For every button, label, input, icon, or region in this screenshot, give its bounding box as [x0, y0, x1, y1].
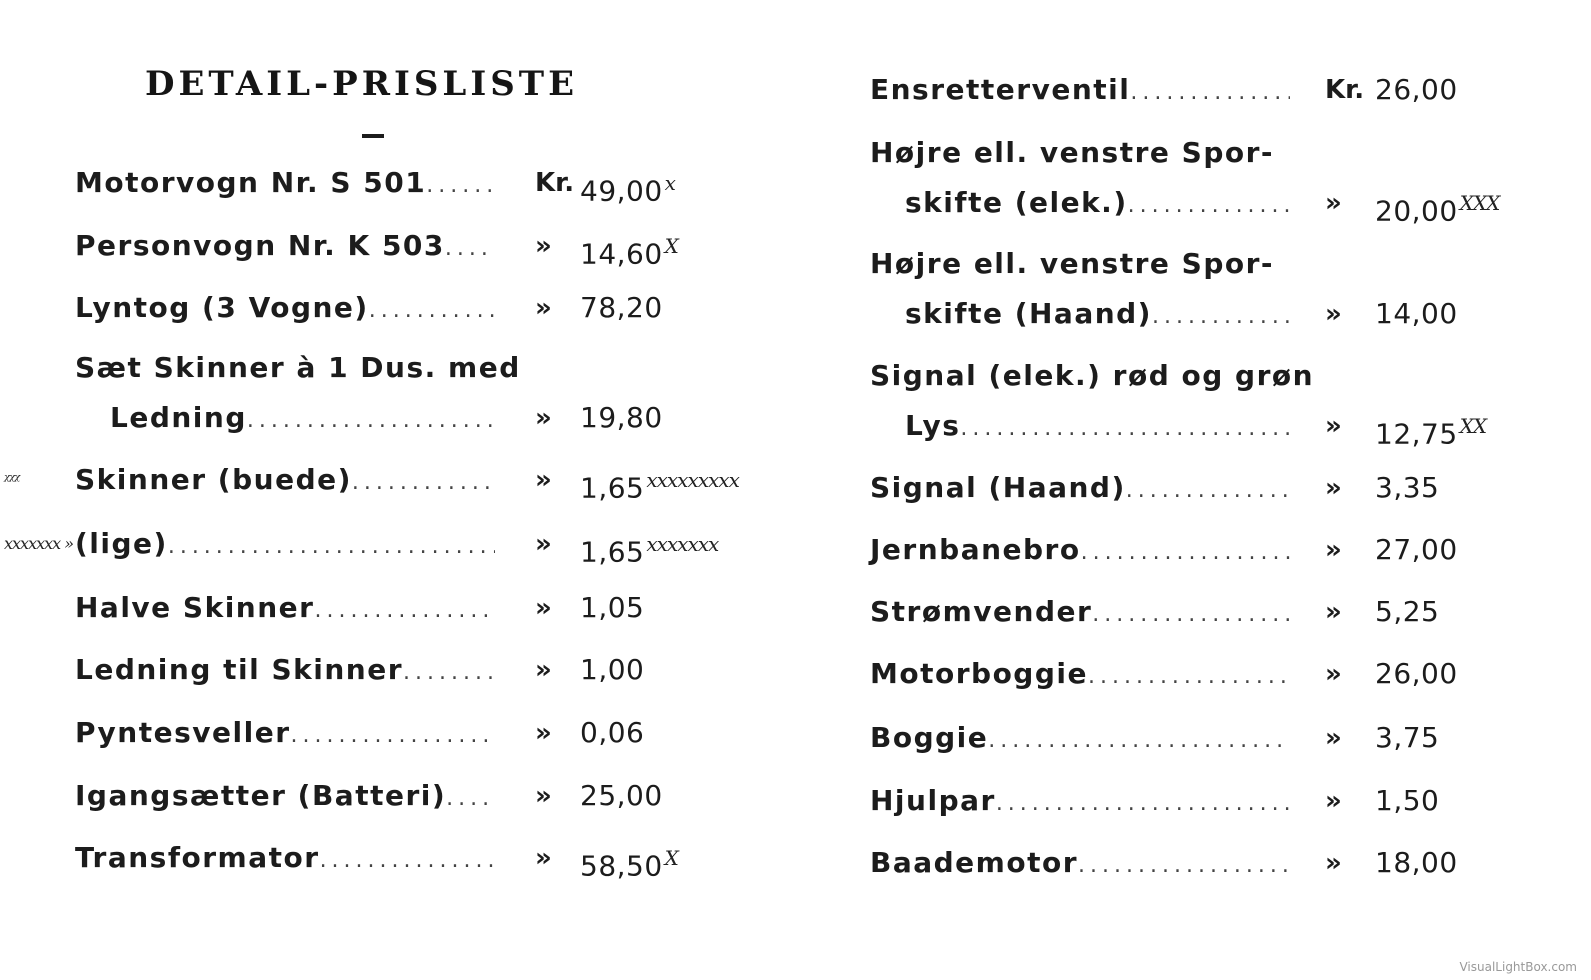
item-name-line: [75, 526, 495, 562]
price-value: 58,50: [580, 849, 663, 883]
price-value: 0,06: [580, 716, 645, 749]
item-name: skifte (Haand): [905, 297, 1152, 330]
price-value: 1,50: [1375, 784, 1440, 817]
item-price: [1375, 783, 1439, 819]
leader-dots: [168, 529, 495, 565]
price-list-item: [870, 532, 1570, 572]
item-name: (lige): [75, 527, 168, 560]
price-list-item: [4, 526, 775, 569]
currency-mark: »: [1325, 723, 1342, 753]
leader-dots: [1130, 75, 1290, 111]
item-name-line: [75, 462, 495, 498]
item-price: [580, 840, 678, 884]
price-value: 27,00: [1375, 533, 1458, 566]
currency-mark: »: [1325, 848, 1342, 878]
price-list-item: [870, 246, 1570, 346]
currency-mark: »: [535, 293, 552, 323]
currency-mark: »: [1325, 411, 1342, 441]
currency-mark: »: [535, 465, 552, 495]
leader-dots: [1078, 848, 1290, 884]
item-price: [580, 778, 663, 814]
currency-mark: »: [535, 718, 552, 748]
item-price: [1375, 72, 1458, 108]
leader-dots: [996, 786, 1290, 822]
leader-dots: [1081, 535, 1290, 571]
price-value: 14,00: [1375, 297, 1458, 330]
leader-dots: [291, 718, 495, 754]
item-price: [1375, 185, 1499, 229]
item-name-line: [75, 165, 495, 201]
item-price: [580, 526, 718, 570]
leader-dots: [1152, 299, 1290, 335]
item-name-line: [870, 845, 1290, 881]
price-value: 1,65: [580, 471, 645, 505]
currency-mark: »: [535, 843, 552, 873]
price-list-item: [75, 840, 775, 883]
item-name-line: [870, 470, 1290, 506]
currency-mark: »: [1325, 659, 1342, 689]
item-price: [580, 590, 644, 626]
item-name-line: [905, 185, 1290, 221]
leader-dots: [446, 781, 495, 817]
item-name: Igangsætter (Batteri): [75, 779, 447, 812]
leader-dots: [1088, 659, 1290, 695]
price-value: 1,00: [580, 653, 645, 686]
item-name-part: Signal (elek.) rød og grøn: [870, 359, 1315, 392]
leader-dots: [445, 231, 495, 267]
price-list-item: [870, 470, 1570, 510]
handwritten-mark: X: [664, 234, 678, 258]
currency-mark: »: [535, 529, 552, 559]
item-name-line: [75, 228, 495, 264]
price-value: 20,00: [1375, 194, 1458, 228]
price-value: 14,60: [580, 237, 663, 271]
item-price: [1375, 656, 1458, 692]
currency-mark: »: [535, 403, 552, 433]
item-name: Strømvender: [870, 595, 1093, 628]
leader-dots: [352, 465, 495, 501]
currency-mark: Kr.: [1325, 75, 1365, 105]
item-name: Lyntog (3 Vogne): [75, 291, 369, 324]
item-price: [580, 228, 678, 272]
currency-mark: »: [535, 655, 552, 685]
leader-dots: [320, 843, 495, 879]
price-value: 49,00: [580, 174, 663, 208]
item-name-part: Højre ell. venstre Spor-: [870, 136, 1275, 169]
price-value: 26,00: [1375, 73, 1458, 106]
currency-mark: »: [1325, 299, 1342, 329]
item-name-line: [905, 296, 1290, 332]
price-list-item: [870, 783, 1570, 823]
item-name-line1: [870, 135, 1274, 171]
leader-dots: [314, 593, 495, 629]
item-name-line: [905, 408, 1290, 444]
price-list-item: [870, 720, 1570, 760]
item-name: skifte (elek.): [905, 186, 1128, 219]
item-name-line: [75, 840, 495, 876]
item-name: Motorvogn Nr. S 501: [75, 166, 427, 199]
price-list-item: [75, 778, 775, 818]
item-name-line: [75, 715, 495, 751]
item-price: [1375, 532, 1458, 568]
currency-mark: Kr.: [535, 168, 575, 198]
leader-dots: [1128, 188, 1290, 224]
leader-dots: [247, 403, 495, 439]
item-name: Halve Skinner: [75, 591, 315, 624]
item-name-line: [870, 72, 1290, 108]
handwritten-mark: xxxxxxxxx: [646, 468, 739, 492]
price-list-item: [75, 228, 775, 271]
item-price: [1375, 720, 1439, 756]
item-price: [580, 715, 644, 751]
watermark: VisualLightBox.com: [1459, 960, 1577, 974]
currency-mark: »: [1325, 188, 1342, 218]
item-price: [580, 400, 663, 436]
price-list-item: [870, 358, 1570, 458]
page-title: DETAIL-PRISLISTE: [145, 64, 579, 104]
price-list-item: [75, 652, 775, 692]
item-price: [1375, 594, 1439, 630]
item-name-line: [75, 652, 495, 688]
leader-dots: [403, 655, 495, 691]
price-value: 78,20: [580, 291, 663, 324]
item-name: Boggie: [870, 721, 989, 754]
item-name: Transformator: [75, 841, 320, 874]
item-name: Hjulpar: [870, 784, 996, 817]
item-name: Pyntesveller: [75, 716, 291, 749]
item-name: Jernbanebro: [870, 533, 1081, 566]
item-price: [580, 290, 663, 326]
item-price: [1375, 470, 1439, 506]
handwritten-mark: XX: [1459, 414, 1487, 438]
item-name-line: [870, 594, 1290, 630]
leader-dots: [988, 723, 1290, 759]
item-name-part: Højre ell. venstre Spor-: [870, 247, 1275, 280]
item-price: [580, 652, 644, 688]
currency-mark: »: [1325, 786, 1342, 816]
currency-mark: »: [1325, 597, 1342, 627]
price-list-item: [870, 845, 1570, 885]
price-value: 19,80: [580, 401, 663, 434]
item-name: Signal (Haand): [870, 471, 1126, 504]
leader-dots: [1126, 473, 1290, 509]
leader-dots: [426, 168, 495, 204]
item-price: [1375, 408, 1486, 452]
price-value: 26,00: [1375, 657, 1458, 690]
price-value: 5,25: [1375, 595, 1440, 628]
item-price: [580, 165, 675, 209]
price-value: 3,35: [1375, 471, 1440, 504]
item-name: Ledning til Skinner: [75, 653, 404, 686]
item-price: [580, 462, 739, 506]
item-name-line: [110, 400, 495, 436]
price-value: 1,05: [580, 591, 645, 624]
leader-dots: [1092, 597, 1290, 633]
item-name-line: [75, 290, 495, 326]
handwritten-prefix: xxxxxxx »: [4, 534, 74, 553]
leader-dots: [960, 411, 1290, 447]
handwritten-mark: x: [664, 171, 675, 195]
price-list-item: [870, 594, 1570, 634]
price-value: 25,00: [580, 779, 663, 812]
item-name-line: [870, 720, 1290, 756]
item-name-line: [870, 532, 1290, 568]
price-value: 1,65: [580, 535, 645, 569]
price-list-item: [870, 135, 1570, 235]
price-list-item: [75, 165, 775, 208]
price-list-item: [4, 462, 775, 505]
item-name-line: [75, 778, 495, 814]
item-name: Motorboggie: [870, 657, 1088, 690]
price-list-item: [870, 72, 1570, 112]
item-name-line: [870, 656, 1290, 692]
price-list-item: [75, 590, 775, 630]
item-price: [1375, 845, 1458, 881]
price-value: 18,00: [1375, 846, 1458, 879]
item-name-line: [870, 783, 1290, 819]
item-name-line1: [75, 350, 521, 386]
item-name-line1: [870, 246, 1274, 282]
item-name-line: [75, 590, 495, 626]
item-name: Personvogn Nr. K 503: [75, 229, 445, 262]
item-name-part: Sæt Skinner à 1 Dus. med: [75, 351, 521, 384]
item-name-line1: [870, 358, 1314, 394]
price-value: 12,75: [1375, 417, 1458, 451]
item-name: Ledning: [110, 401, 247, 434]
price-list-item: [75, 715, 775, 755]
price-list-item: [870, 656, 1570, 696]
currency-mark: »: [1325, 473, 1342, 503]
item-name: Skinner (buede): [75, 463, 352, 496]
handwritten-mark: X: [664, 846, 678, 870]
item-name: Ensretterventil: [870, 73, 1131, 106]
item-name: Baademotor: [870, 846, 1079, 879]
item-name: Lys: [905, 409, 961, 442]
handwritten-mark: xxxxxxx: [646, 532, 719, 556]
price-list-item: [75, 290, 775, 330]
currency-mark: »: [1325, 535, 1342, 565]
currency-mark: »: [535, 593, 552, 623]
handwritten-prefix: ᵡᵡᵡ: [4, 470, 20, 489]
handwritten-mark: XXX: [1459, 191, 1500, 215]
title-dash: [362, 134, 384, 138]
currency-mark: »: [535, 781, 552, 811]
currency-mark: »: [535, 231, 552, 261]
item-price: [1375, 296, 1458, 332]
price-list-item: [75, 350, 775, 450]
leader-dots: [369, 293, 495, 329]
price-value: 3,75: [1375, 721, 1440, 754]
